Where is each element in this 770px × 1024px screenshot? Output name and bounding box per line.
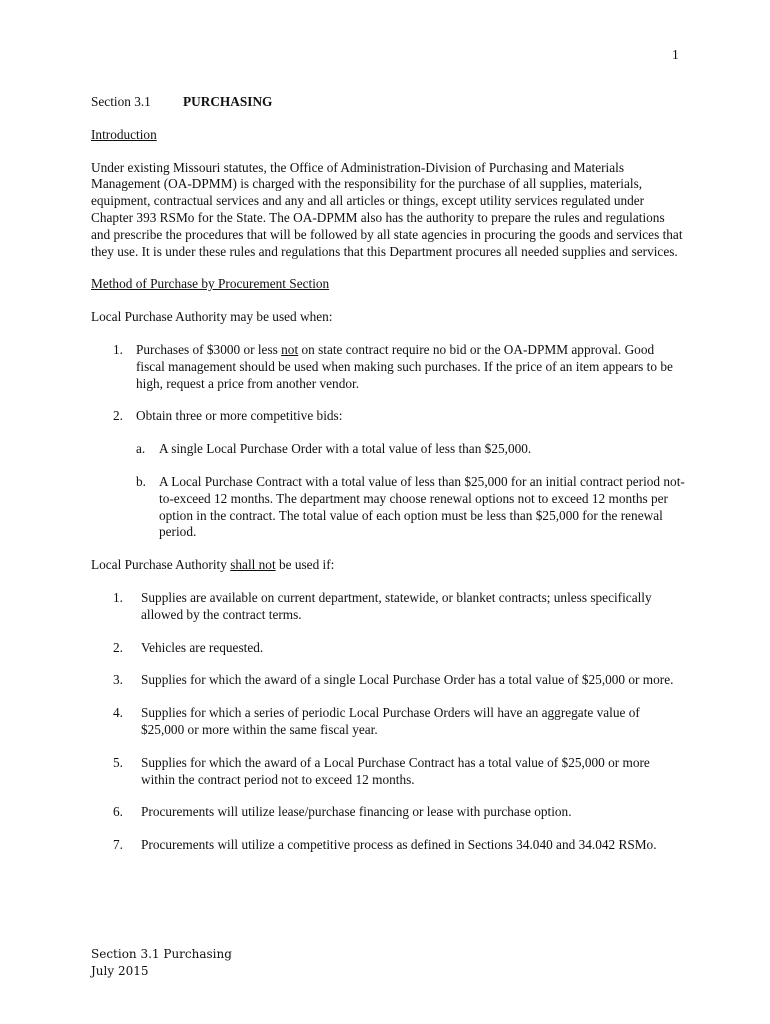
sublist-item-text: A single Local Purchase Order with a total value of less than $25,000. <box>159 441 532 457</box>
page-footer <box>91 946 232 980</box>
footer-section-label: Section 3.1 Purchasing <box>91 947 232 961</box>
list-item-number: 6. <box>113 804 123 820</box>
competitive-bids-sublist <box>136 441 686 541</box>
list-item-text: Purchases of $3000 or less not on state contract require no bid or the OA-DPMM approval. Good fiscal management should be used when making such purchases. If the price of an item appears to be high, request a price from another vendor. <box>136 341 673 391</box>
underlined-phrase: shall not <box>230 557 276 573</box>
may-be-used-list <box>91 342 686 541</box>
list-item-text: Supplies are available on current department, statewide, or blanket contracts; unless specifically allowed by the contract terms. <box>141 589 652 622</box>
section-title: PURCHASING <box>183 94 273 109</box>
list-item-text: Vehicles are requested. <box>141 639 264 655</box>
list-item <box>91 837 686 854</box>
list-item-text: Procurements will utilize a competitive process as defined in Sections 34.040 and 34.042 RSMo. <box>141 837 657 853</box>
list-item-text: Supplies for which the award of a Local Purchase Contract has a total value of $25,000 or more within the contract period not to exceed 12 months. <box>141 754 650 787</box>
sublist-item-letter: b. <box>136 473 146 489</box>
list-item <box>91 804 686 821</box>
underlined-word: not <box>281 341 299 357</box>
introduction-heading: Introduction <box>91 126 157 142</box>
list-item <box>91 705 686 739</box>
list-item-text: Supplies for which the award of a single Local Purchase Order has a total value of $25,000 or more. <box>141 672 674 688</box>
sublist-item <box>136 474 686 541</box>
may-be-used-intro: Local Purchase Authority may be used when: <box>91 309 333 325</box>
list-item <box>91 672 686 689</box>
list-item-number: 3. <box>113 672 123 688</box>
list-item-text: Obtain three or more competitive bids: <box>136 408 343 424</box>
method-heading: Method of Purchase by Procurement Section <box>91 276 330 292</box>
list-item-number: 7. <box>113 837 123 853</box>
shall-not-be-used-list <box>91 590 686 854</box>
list-item-text: Procurements will utilize lease/purchase financing or lease with purchase option. <box>141 804 572 820</box>
list-item <box>91 342 686 392</box>
document-body <box>91 94 686 870</box>
list-item <box>91 755 686 789</box>
sublist-item <box>136 441 686 458</box>
list-item-number: 4. <box>113 705 123 721</box>
list-item <box>91 640 686 657</box>
footer-date: July 2015 <box>91 964 149 978</box>
list-item-number: 2. <box>113 639 123 655</box>
list-item-number: 1. <box>113 589 123 605</box>
list-item <box>91 590 686 624</box>
sublist-item-text: A Local Purchase Contract with a total value of less than $25,000 for an initial contract period not-to-exceed 12 months. The department may choose renewal options not to exceed 12 months per option in the contract. The total value of each option must be less than $25,000 for the renewal period. <box>159 473 685 540</box>
shall-not-be-used-intro: Local Purchase Authority shall not be used if: <box>91 557 335 573</box>
section-number: Section 3.1 <box>91 94 151 109</box>
list-item <box>91 408 686 541</box>
introduction-paragraph: Under existing Missouri statutes, the Office of Administration-Division of Purchasing and Materials Management (OA-DPMM) is charged with the responsibility for the purchase of all supplies, materials, equipment, contractual services and any and all articles or things, except utility services regulated under Chapter 393 RSMo for the State. The OA-DPMM also has the authority to prepare the rules and regulations and prescribe the procedures that will be followed by all state agencies in procuring the goods and services that they use. It is under these rules and regulations that this Department procures all needed supplies and services. <box>91 159 683 259</box>
list-item-number: 5. <box>113 754 123 770</box>
list-item-text: Supplies for which a series of periodic Local Purchase Orders will have an aggregate value of $25,000 or more within the same fiscal year. <box>141 705 640 737</box>
list-item-number: 1. <box>113 341 123 357</box>
list-item-number: 2. <box>113 408 123 424</box>
section-heading <box>91 94 686 111</box>
sublist-item-letter: a. <box>136 441 146 457</box>
page-number: 1 <box>672 47 679 62</box>
